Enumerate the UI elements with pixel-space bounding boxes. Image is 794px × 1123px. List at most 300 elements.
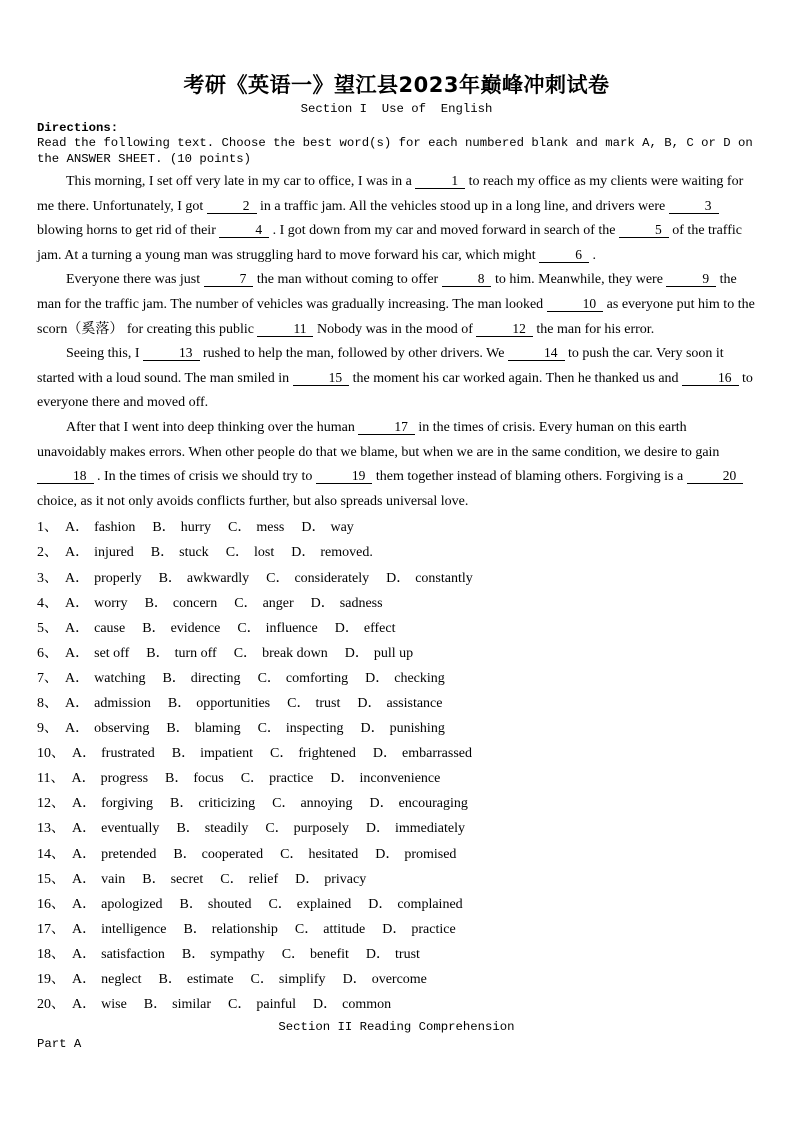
question-row [37,540,756,565]
answer-option [357,696,442,711]
answer-option-text: benefit [310,946,349,962]
answer-option [72,746,155,761]
answer-option-text: trust [395,946,420,962]
answer-option-key: A． [72,896,97,912]
question-number: 11、 [37,771,65,787]
answer-option-key: B． [158,972,182,987]
answer-option [182,947,265,962]
answer-option-key: A． [72,821,97,837]
answer-option [368,897,462,912]
answer-option-text: promised [404,846,457,862]
question-row [37,816,756,841]
answer-option-key: B． [150,545,175,561]
answer-option-text: awkwardly [186,570,250,586]
question-row [37,666,756,691]
answer-option [146,646,216,661]
cloze-blank: 9 [666,271,716,287]
answer-option-text: anger [262,595,294,611]
answer-option [365,671,445,686]
answer-option-key: C． [228,997,252,1013]
answer-option [65,571,142,586]
question-list [37,515,756,1017]
answer-option-key: C． [280,846,304,862]
answer-option-text: sadness [339,595,383,611]
answer-option-key: C． [265,821,289,837]
answer-option-key: C． [240,771,265,787]
cloze-blank: 11 [257,321,313,337]
answer-option [180,897,252,912]
answer-option-key: D． [365,670,390,686]
answer-option [228,997,296,1012]
answer-option-text: vain [101,871,126,887]
cloze-blank: 5 [619,222,669,238]
answer-option-text: similar [172,997,212,1013]
answer-option-key: C． [234,595,258,611]
answer-option-key: A． [65,520,90,536]
cloze-blank: 8 [442,271,492,287]
answer-option-text: checking [394,670,445,686]
answer-option-key: A． [72,921,97,937]
cloze-blank: 14 [508,345,565,361]
answer-option-text: removed. [320,545,373,561]
answer-option-key: B． [143,997,168,1013]
answer-option [301,520,353,535]
answer-option-text: progress [100,771,149,787]
answer-option-key: D． [291,545,316,561]
answer-option [241,771,314,786]
answer-option-key: B． [167,695,192,711]
answer-option-key: A． [72,997,97,1013]
answer-option-text: wise [101,997,127,1013]
cloze-blank: 16 [682,370,739,386]
question-number: 14、 [37,846,65,862]
answer-option [165,771,224,786]
answer-option [313,997,391,1012]
answer-option-text: simplify [278,972,326,987]
answer-option-key: B． [162,670,186,686]
answer-option [142,872,203,887]
answer-option-key: D． [368,896,393,912]
answer-option-key: A． [72,796,97,812]
answer-option [65,696,151,711]
answer-option-key: D． [330,771,355,787]
answer-option-key: D． [357,695,382,711]
answer-option-key: C． [287,695,311,711]
answer-option [272,796,352,811]
question-row [37,566,756,591]
answer-option-text: secret [170,871,204,887]
answer-option [386,571,473,586]
answer-option-key: C． [270,746,294,762]
question-number: 10、 [37,746,65,762]
answer-option [343,972,427,987]
answer-option [142,621,220,636]
answer-option-text: lost [254,545,275,561]
answer-option-key: D． [365,821,391,837]
answer-option-key: C． [272,796,296,812]
cloze-blank: 15 [293,370,350,386]
answer-option-key: B． [176,821,200,837]
question-row [37,691,756,716]
answer-option [65,545,134,560]
answer-option [183,922,277,937]
answer-option-key: D． [386,570,411,586]
answer-option [366,947,420,962]
answer-option-text: purposely [293,821,349,837]
answer-option [173,847,263,862]
answer-option-text: criticizing [198,796,256,812]
answer-option-text: worry [94,595,128,611]
question-row [37,766,756,791]
passage-paragraph: After that I went into deep thinking over the human 17 in the times of crisis. Every human on this earth unavoidably makes errors. When other people do that we blame, but when we are in the same condition, we desire to gain 18 . In the times of crisis we should try to 19 them together instead of blaming others. Forgiving is a 20 choice, as it not only avoids conflicts further, but also spreads universal love. [37,416,756,514]
cloze-passage [37,170,756,514]
question-number: 16、 [37,896,65,912]
part-a-label: Part A [37,1036,82,1051]
answer-option [170,796,255,811]
answer-option-key: B． [183,921,207,937]
answer-option [72,897,163,912]
answer-option [258,671,349,686]
answer-option-text: overcome [371,972,427,987]
answer-option [335,621,396,636]
answer-option [65,721,149,736]
answer-option-text: forgiving [101,796,153,812]
section2-heading: Section II Reading Comprehension [278,1020,515,1035]
question-number: 7、 [37,670,58,686]
answer-option [72,947,165,962]
answer-option-text: effect [363,620,396,636]
answer-option [168,696,270,711]
answer-option [370,796,468,811]
question-row [37,515,756,540]
answer-option-key: D． [310,595,335,611]
answer-option-text: cause [94,620,126,636]
answer-option-text: pull up [373,645,414,661]
answer-option-text: observing [94,721,150,737]
answer-option-text: turn off [174,645,217,661]
answer-option-key: C． [237,620,261,636]
answer-option [311,596,383,611]
passage-paragraph: This morning, I set off very late in my car to office, I was in a 1 to reach my office as my clients were waiting for me there. Unfortunately, I got 2 in a traffic jam. All the vehicles stood up in a long line, and drivers were 3 blowing horns to get rid of their 4 . I got down from my car and moved forward in search of the 5 of the traffic jam. At a turning a young man was struggling hard to move forward his car, which might 6 . [37,173,744,263]
answer-option-key: B． [144,595,168,611]
answer-option-text: estimate [186,972,234,987]
answer-option-text: inspecting [285,721,344,737]
answer-option-text: constantly [415,570,473,586]
answer-option-key: D． [334,620,359,636]
answer-option-key: D． [382,921,407,937]
answer-option-text: properly [94,570,142,586]
answer-option [65,671,145,686]
answer-option [159,972,234,987]
answer-option [280,847,358,862]
answer-option [265,821,349,836]
answer-option [162,671,240,686]
answer-option-key: D． [360,721,385,737]
answer-option [72,972,142,987]
answer-option-text: attitude [323,921,366,937]
cloze-blank: 13 [143,345,200,361]
answer-option-text: immediately [395,821,465,837]
answer-option [345,646,413,661]
answer-option-text: focus [193,771,224,787]
answer-option-text: injured [94,545,134,561]
answer-option [166,721,240,736]
cloze-blank: 12 [476,321,533,337]
answer-option-text: relationship [211,921,278,937]
answer-option-key: D． [301,520,326,536]
answer-option-key: A． [72,746,97,762]
question-row [37,867,756,892]
question-row [37,741,756,766]
question-number: 20、 [37,997,65,1013]
answer-option-key: A． [65,620,90,636]
question-number: 3、 [37,570,58,586]
answer-option-text: apologized [101,896,163,912]
answer-option-text: complained [397,896,463,912]
answer-option [72,997,127,1012]
question-number: 19、 [37,972,65,987]
answer-option-key: A． [72,946,97,962]
answer-option-text: intelligence [101,921,167,937]
answer-option-key: B． [165,771,189,787]
answer-option-text: painful [256,997,297,1013]
answer-option [291,545,373,560]
directions-label: Directions: [37,120,119,135]
answer-option-key: D． [313,997,338,1013]
answer-option [72,922,166,937]
answer-option [172,746,253,761]
answer-option [270,746,356,761]
answer-option [258,721,344,736]
answer-option-text: fashion [94,520,136,536]
answer-option-key: A． [65,545,90,561]
answer-option-key: C． [220,871,244,887]
answer-option-key: B． [169,796,194,812]
answer-option-text: practice [411,921,456,937]
answer-option [152,520,211,535]
answer-option [234,596,293,611]
answer-option-text: blaming [194,721,241,737]
answer-option [228,520,284,535]
question-row [37,917,756,942]
answer-option-text: frightened [298,746,356,762]
cloze-blank: 3 [669,198,719,214]
answer-option [226,545,275,560]
question-row [37,791,756,816]
answer-option-key: C． [250,972,274,987]
passage-paragraph: Everyone there was just 7 the man without coming to offer 8 to him. Meanwhile, they were 9 the man for the traffic jam. The number of vehicles was gradually increasing. The man looked 10 as everyone put him to the scorn（奚落） for creating this public 11 Nobody was in the mood of 12 the man for his error. [37,271,755,337]
answer-option-text: pretended [101,846,157,862]
answer-option-key: A． [65,570,90,586]
answer-option [330,771,440,786]
question-number: 8、 [37,695,58,711]
question-row [37,616,756,641]
answer-option-text: embarrassed [402,746,472,762]
answer-option-text: influence [265,620,318,636]
answer-option-text: assistance [386,695,443,711]
cloze-blank: 20 [687,468,744,484]
answer-option-key: B． [171,746,196,762]
answer-option-key: C． [233,645,258,661]
answer-option [72,821,159,836]
answer-option-text: hurry [180,520,212,536]
answer-option [176,821,248,836]
answer-option [220,872,278,887]
cloze-blank: 4 [219,222,269,238]
answer-option-key: B． [166,721,190,737]
answer-option-text: break down [262,645,328,661]
question-row [37,641,756,666]
answer-option-key: A． [65,595,90,611]
answer-option-text: punishing [389,721,445,737]
question-number: 4、 [37,595,58,611]
page-title: 考研《英语一》望江县2023年巅峰冲刺试卷 [183,73,610,97]
question-number: 17、 [37,921,65,937]
answer-option-key: C． [266,570,290,586]
answer-option-text: stuck [179,545,209,561]
answer-option [268,897,351,912]
answer-option [72,796,153,811]
answer-option [151,545,209,560]
passage-paragraph: Seeing this, I 13 rushed to help the man, followed by other drivers. We 14 to push the car. Very soon it started with a loud sound. The man smiled in 15 the moment his car worked again. Then he thanked us and 16 to everyone there and moved off. [37,345,753,411]
answer-option-text: relief [248,871,279,887]
answer-option [287,696,340,711]
answer-option [145,596,218,611]
answer-option [295,922,365,937]
answer-option-text: trust [315,695,341,711]
question-number: 6、 [37,645,58,661]
answer-option-key: B． [173,846,197,862]
question-row [37,992,756,1017]
answer-option [366,821,465,836]
answer-option-text: common [342,997,392,1013]
answer-option-key: B． [146,645,170,661]
answer-option [72,847,156,862]
answer-option-key: A． [65,721,90,737]
answer-option-key: D． [372,746,398,762]
answer-option-text: set off [94,645,130,661]
cloze-blank: 17 [358,419,415,435]
question-number: 1、 [37,520,58,536]
answer-option [72,872,125,887]
answer-option-text: admission [94,695,151,711]
answer-option-text: directing [190,670,241,686]
answer-option [382,922,455,937]
answer-option-text: cooperated [201,846,264,862]
answer-option-text: sympathy [210,946,265,962]
answer-option-key: A． [65,695,90,711]
answer-option [65,596,128,611]
answer-option-key: A． [65,670,90,686]
answer-option-text: evidence [170,620,221,636]
answer-option-text: satisfaction [101,946,165,962]
question-row [37,892,756,917]
answer-option [65,621,125,636]
answer-option-key: D． [369,796,394,812]
answer-option-text: neglect [101,972,142,987]
answer-option-text: watching [94,670,146,686]
answer-option-key: A． [65,645,90,661]
answer-option-text: inconvenience [359,771,441,787]
answer-option-key: B． [158,570,182,586]
answer-option-key: C． [257,721,281,737]
answer-option-text: privacy [324,871,367,887]
answer-option-key: B． [142,620,166,636]
answer-option-key: A． [72,846,97,862]
answer-option [144,997,211,1012]
answer-option-key: C． [228,520,252,536]
answer-option-text: eventually [101,821,160,837]
answer-option-key: C． [257,670,281,686]
answer-option-key: D． [342,972,367,987]
answer-option [282,947,349,962]
answer-option-text: mess [256,520,285,536]
answer-option [360,721,444,736]
answer-option-key: B． [142,871,166,887]
answer-option-key: B． [179,896,203,912]
answer-option [71,771,148,786]
answer-option-text: steadily [204,821,249,837]
answer-option-key: C． [225,545,250,561]
answer-option-text: encouraging [398,796,468,812]
question-number: 13、 [37,821,65,837]
cloze-blank: 6 [539,247,589,263]
question-row [37,842,756,867]
answer-option-text: impatient [200,746,254,762]
question-number: 12、 [37,796,65,812]
answer-option-text: concern [172,595,218,611]
cloze-blank: 19 [316,468,373,484]
answer-option [159,571,250,586]
question-row [37,967,756,992]
cloze-blank: 7 [204,271,254,287]
question-number: 2、 [37,545,58,561]
answer-option-key: D． [375,846,400,862]
question-row [37,716,756,741]
answer-option-key: C． [268,896,292,912]
question-number: 5、 [37,620,58,636]
answer-option-text: comforting [285,670,349,686]
question-number: 18、 [37,946,65,962]
answer-option-text: opportunities [196,695,271,711]
directions-text: Read the following text. Choose the best word(s) for each numbered blank and mark A, B, C or D on the ANSWER SHEET. (10 points) [37,136,753,166]
answer-option-key: A． [71,771,96,787]
answer-option-text: explained [296,896,352,912]
answer-option [375,847,456,862]
answer-option-key: B． [181,946,206,962]
section1-heading: Section I Use of English [300,102,493,116]
answer-option-key: C． [294,921,319,937]
answer-option [65,520,135,535]
answer-option-key: A． [72,871,97,887]
answer-option-key: D． [365,946,391,962]
question-number: 9、 [37,721,58,737]
answer-option-text: annoying [300,796,353,812]
cloze-blank: 18 [37,468,94,484]
answer-option-key: C． [281,946,306,962]
answer-option-key: D． [295,871,320,887]
answer-option [237,621,317,636]
cloze-blank: 2 [207,198,257,214]
answer-option-text: shouted [207,896,252,912]
answer-option-key: D． [344,645,369,661]
answer-option [266,571,369,586]
cloze-blank: 10 [547,296,604,312]
answer-option-text: practice [269,771,314,787]
answer-option-key: B． [152,520,176,536]
question-row [37,591,756,616]
cloze-blank: 1 [415,173,465,189]
